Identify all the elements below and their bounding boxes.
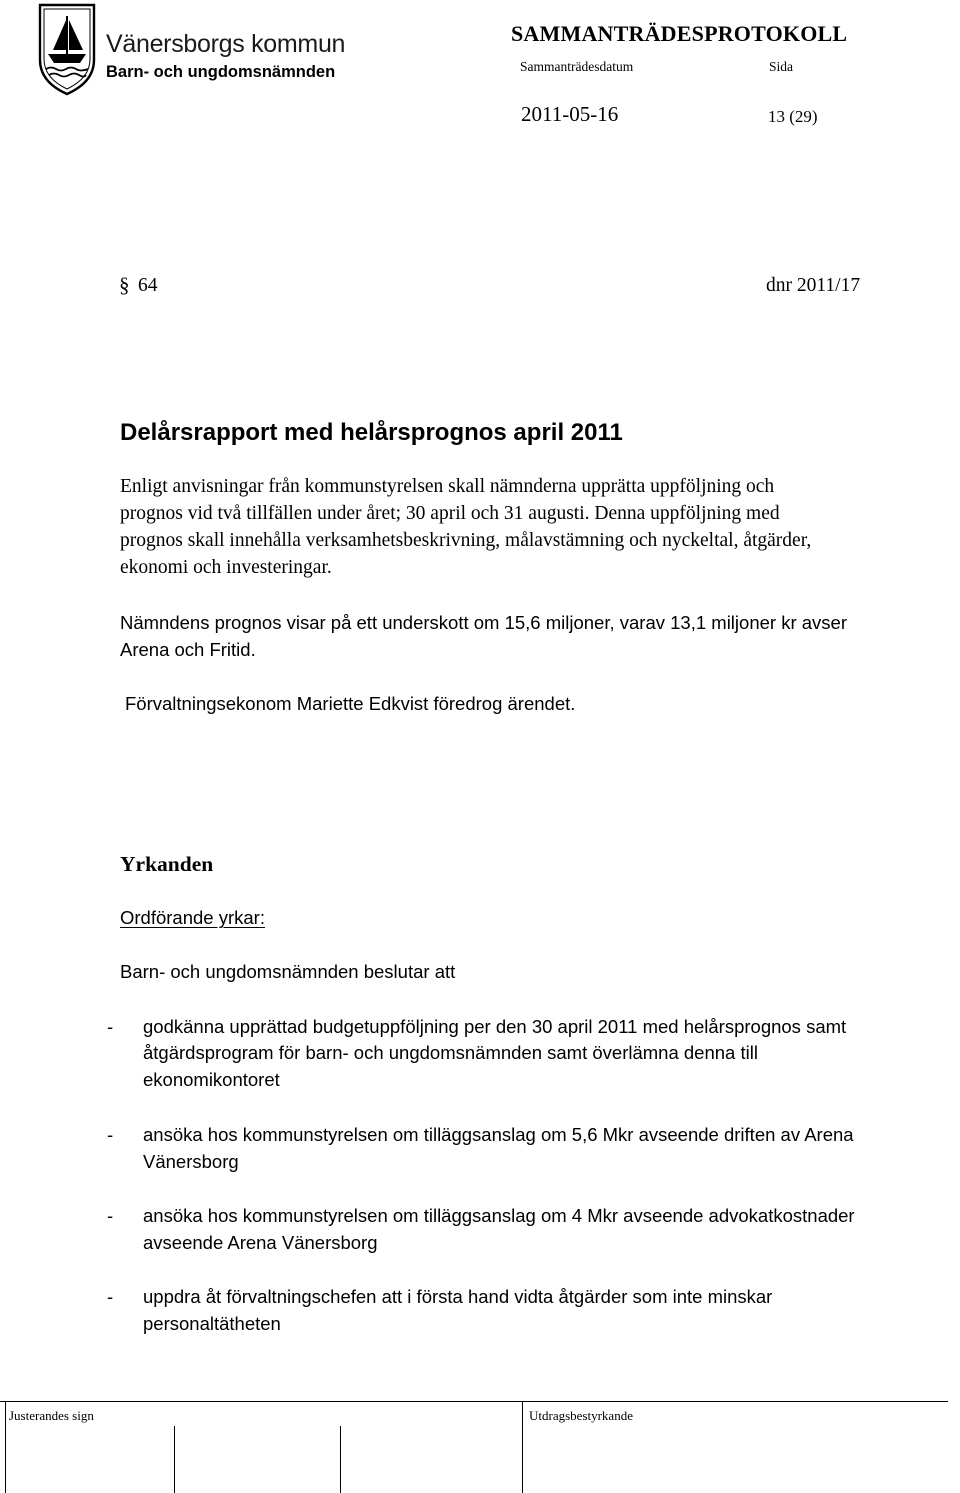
- presenter-line: Förvaltningsekonom Mariette Edkvist föredrog ärendet.: [125, 693, 576, 714]
- list-item-dash: -: [107, 1124, 114, 1145]
- page-label: Sida: [769, 59, 794, 74]
- intro-line: prognos vid två tillfällen under året; 30 april och 31 augusti. Denna uppföljning med: [120, 503, 780, 524]
- meeting-date-value: 2011-05-16: [521, 102, 619, 126]
- intro-line: prognos skall innehålla verksamhetsbeskrivning, målavstämning och nyckeltal, åtgärder,: [120, 530, 812, 551]
- list-item-line: ansöka hos kommunstyrelsen om tilläggsanslag om 5,6 Mkr avseende driften av Arena: [143, 1124, 854, 1145]
- signature-box-divider: [174, 1426, 175, 1493]
- department-name: Barn- och ungdomsnämnden: [106, 63, 336, 81]
- yrkanden-heading: Yrkanden: [120, 852, 214, 876]
- decision-intro: Barn- och ungdomsnämnden beslutar att: [120, 961, 456, 982]
- section-title: Delårsrapport med helårsprognos april 2011: [120, 419, 623, 446]
- intro-line: ekonomi och investeringar.: [120, 557, 332, 578]
- list-item-line: ansöka hos kommunstyrelsen om tilläggsanslag om 4 Mkr avseende advokatkostnader: [143, 1205, 855, 1226]
- paragraph-number: 64: [138, 275, 158, 296]
- footer-divider: [5, 1401, 6, 1493]
- list-item-line: uppdra åt förvaltningschefen att i första hand vidta åtgärder som inte minskar: [143, 1286, 773, 1307]
- municipality-crest-logo: [36, 2, 98, 96]
- meeting-date-label: Sammanträdesdatum: [520, 59, 634, 74]
- footer-rule: [0, 1401, 948, 1402]
- list-item-dash: -: [107, 1016, 114, 1037]
- prognosis-line: Nämndens prognos visar på ett underskott om 15,6 miljoner, varav 13,1 miljoner kr avser: [120, 612, 847, 633]
- list-item-line: personaltätheten: [143, 1313, 281, 1334]
- list-item-line: Vänersborg: [143, 1151, 239, 1172]
- page-number-value: 13 (29): [768, 107, 818, 126]
- adjuster-signature-label: Justerandes sign: [9, 1408, 94, 1423]
- extract-certification-label: Utdragsbestyrkande: [529, 1408, 633, 1423]
- organization-name: Vänersborgs kommun: [106, 30, 346, 58]
- intro-line: Enligt anvisningar från kommunstyrelsen skall nämnderna upprätta uppföljning och: [120, 476, 775, 497]
- prognosis-line: Arena och Fritid.: [120, 639, 256, 660]
- footer-divider: [522, 1401, 523, 1493]
- diary-number: dnr 2011/17: [766, 275, 861, 296]
- signature-box-divider: [340, 1426, 341, 1493]
- list-item-dash: -: [107, 1205, 114, 1226]
- chair-motion-label: Ordförande yrkar:: [120, 907, 265, 928]
- list-item-line: avseende Arena Vänersborg: [143, 1232, 378, 1253]
- list-item-line: ekonomikontoret: [143, 1069, 280, 1090]
- document-type-title: SAMMANTRÄDESPROTOKOLL: [511, 21, 848, 46]
- section-sign: §: [119, 273, 130, 297]
- list-item-line: åtgärdsprogram för barn- och ungdomsnämnden samt överlämna denna till: [143, 1042, 758, 1063]
- list-item-line: godkänna upprättad budgetuppföljning per den 30 april 2011 med helårsprognos samt: [143, 1016, 847, 1037]
- list-item-dash: -: [107, 1286, 114, 1307]
